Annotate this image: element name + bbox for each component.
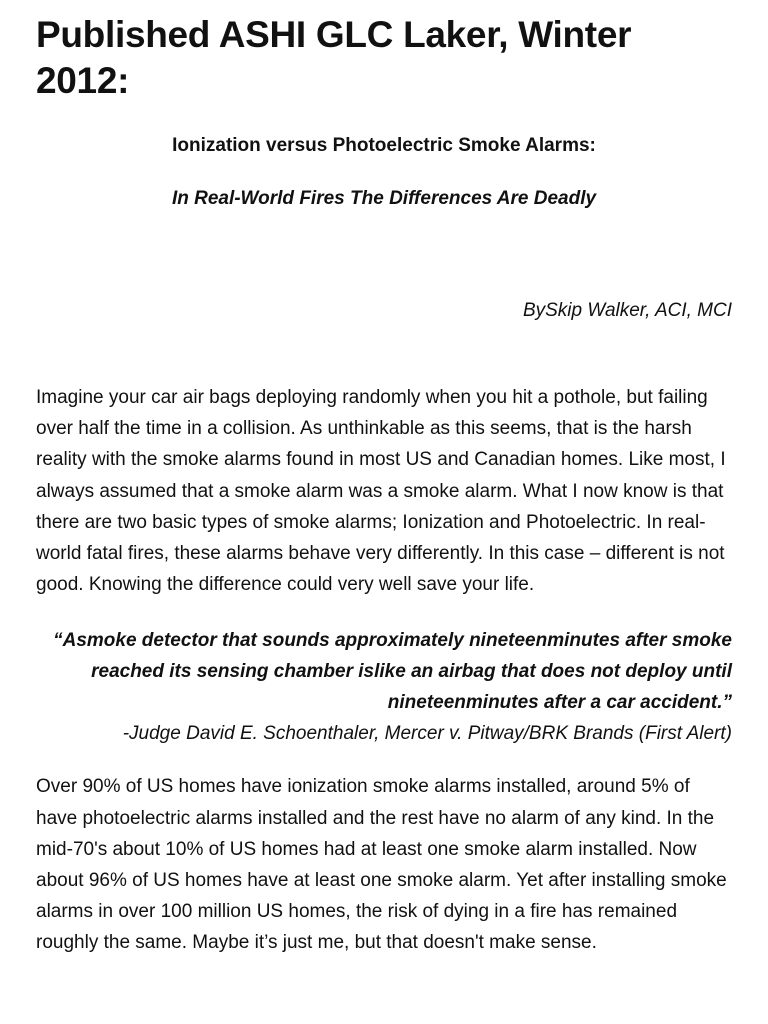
article-subtitle: Ionization versus Photoelectric Smoke Alarms:	[172, 135, 596, 156]
quote-text: “Asmoke detector that sounds approximately nineteenminutes after smoke reached its sensing chamber islike an airbag that does not deploy until nineteenminutes after a car accident.”	[53, 630, 732, 714]
article	[36, 0, 732, 959]
body-paragraph: Over 90% of US homes have ionization smoke alarms installed, around 5% of have photoelectric alarms installed and the rest have no alarm of any kind. In the mid-70's about 10% of US homes had at least one smoke alarm installed. Now about 96% of US homes have at least one smoke alarm. Yet after installing smoke alarms in over 100 million US homes, the risk of dying in a fire has remained roughly the same. Maybe it’s just me, but that doesn't make sense.	[36, 776, 727, 954]
body-paragraph: Imagine your car air bags deploying randomly when you hit a pothole, but failing over half the time in a collision. As unthinkable as this seems, that is the harsh reality with the smoke alarms found in most US and Canadian homes. Like most, I always assumed that a smoke alarm was a smoke alarm. What I now know is that there are two basic types of smoke alarms; Ionization and Photoelectric. In real-world fatal fires, these alarms behave very differently. In this case – different is not good. Knowing the difference could very well save your life.	[36, 387, 726, 596]
article-title: Published ASHI GLC Laker, Winter 2012:	[36, 14, 632, 101]
article-tagline: In Real-World Fires The Differences Are Deadly	[171, 188, 597, 209]
article-byline: BySkip Walker, ACI, MCI	[522, 300, 732, 321]
pull-quote	[36, 625, 732, 749]
quote-attribution: -Judge David E. Schoenthaler, Mercer v. Pitway/BRK Brands (First Alert)	[122, 723, 732, 745]
